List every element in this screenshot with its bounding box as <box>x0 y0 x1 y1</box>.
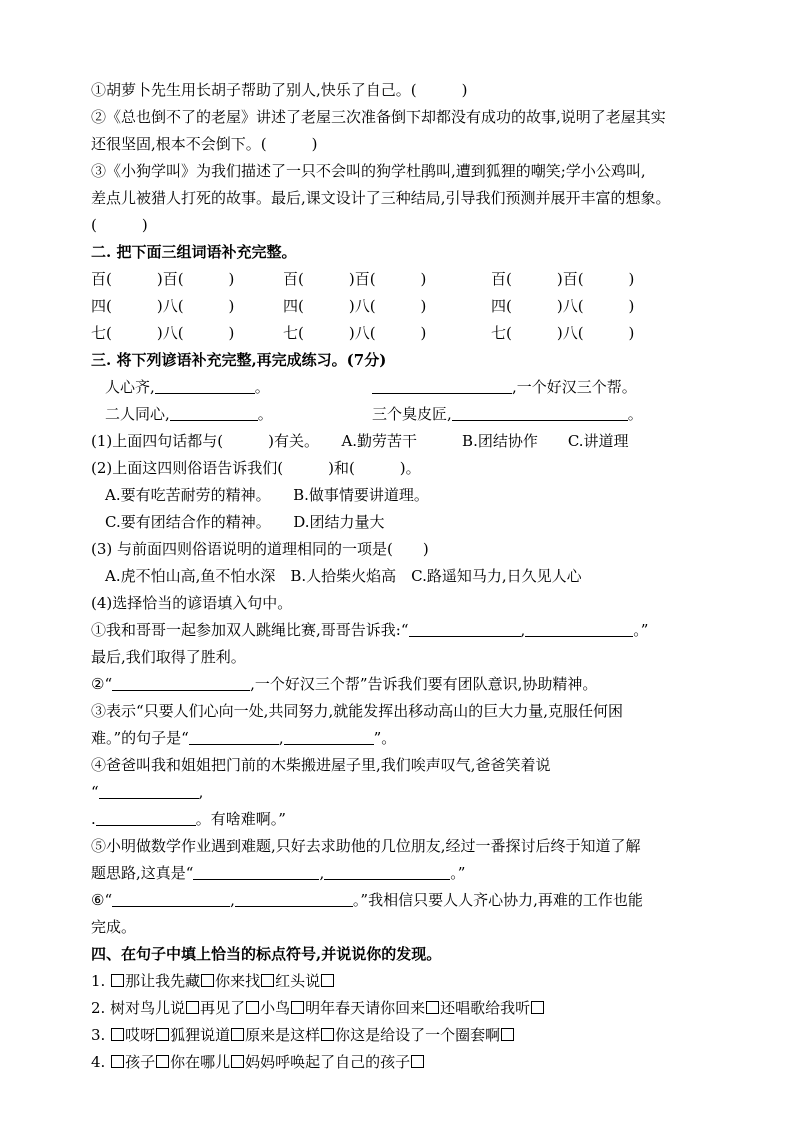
judge-item-2-line1: ②《总也倒不了的老屋》讲述了老屋三次准备倒下却都没有成功的故事,说明了老屋其实 <box>91 108 666 126</box>
judge-item-1: ①胡萝卜先生用长胡子帮助了别人,快乐了自己。( ) <box>91 81 468 99</box>
sentence-fragment: 原来是这样 <box>245 1026 321 1044</box>
practice-q3-options: A.虎不怕山高,鱼不怕水深 B.人拾柴火焰高 C.路遥知马力,日久见人心 <box>105 567 582 585</box>
practice-q2-options-ab: A.要有吃苦耐劳的精神。 B.做事情要讲道理。 <box>105 486 429 504</box>
practice-q2-options-cd: C.要有团结合作的精神。 D.团结力量大 <box>105 513 385 531</box>
word-fill-cell: 七( )八( ) <box>91 324 235 342</box>
punctuation-box[interactable] <box>156 1028 169 1041</box>
answer-blank[interactable] <box>189 729 279 745</box>
sentence-1-line1: ①我和哥哥一起参加双人跳绳比赛,哥哥告诉我:“ , 。” <box>91 621 649 639</box>
punctuation-box[interactable] <box>501 1028 514 1041</box>
sentence-4-line2: “ , <box>91 783 204 801</box>
punctuation-box[interactable] <box>111 974 124 987</box>
word-fill-cell: 四( )八( ) <box>283 297 427 315</box>
word-fill-cell: 百( )百( ) <box>91 270 235 288</box>
sentence-fragment: 你来找 <box>215 972 261 990</box>
word-fill-cell: 七( )八( ) <box>491 324 635 342</box>
punctuation-item <box>91 998 545 1018</box>
sentence-fragment: 妈妈呼唤起了自己的孩子 <box>245 1053 411 1071</box>
word-fill-cell: 四( )八( ) <box>91 297 235 315</box>
item-number: 2. <box>91 999 111 1017</box>
item-number: 1. <box>91 972 111 990</box>
section-3-title: 三. 将下列谚语补充完整,再完成练习。(7分) <box>91 351 387 369</box>
proverb-3: 二人同心, 。 <box>105 405 273 423</box>
practice-q4: (4)选择恰当的谚语填入句中。 <box>91 594 293 612</box>
sentence-fragment: 还唱歌给我听 <box>440 999 531 1017</box>
sentence-fragment: 哎呀 <box>125 1026 156 1044</box>
answer-blank[interactable] <box>112 891 230 907</box>
word-fill-cell: 百( )百( ) <box>283 270 427 288</box>
section-4-title: 四、在句子中填上恰当的标点符号,并说说你的发现。 <box>91 945 442 963</box>
punctuation-box[interactable] <box>246 1001 259 1014</box>
sentence-fragment: 红头说 <box>275 972 321 990</box>
proverb-2: ,一个好汉三个帮。 <box>372 377 637 397</box>
punctuation-box[interactable] <box>111 1055 124 1068</box>
answer-blank[interactable] <box>452 405 628 421</box>
sentence-fragment: 树对鸟儿说 <box>110 999 186 1017</box>
sentence-5-line1: ⑤小明做数学作业遇到难题,只好去求助他的几位朋友,经过一番探讨后终于知道了解 <box>91 837 641 855</box>
sentence-3-line1: ③表示“只要人们心向一处,共同努力,就能发挥出移动高山的巨大力量,克服任何困 <box>91 702 623 720</box>
punctuation-item <box>91 971 335 991</box>
punctuation-item <box>91 1025 515 1045</box>
sentence-fragment: 小鸟 <box>260 999 291 1017</box>
sentence-1-line2: 最后,我们取得了胜利。 <box>91 648 246 666</box>
answer-blank[interactable] <box>99 783 199 799</box>
sentence-6-line2: 完成。 <box>91 918 137 936</box>
item-number: 4. <box>91 1053 111 1071</box>
answer-blank[interactable] <box>284 729 374 745</box>
punctuation-item <box>91 1052 425 1072</box>
sentence-3-line2: 难。”的句子是“ , ”。 <box>91 729 397 747</box>
punctuation-box[interactable] <box>426 1001 439 1014</box>
punctuation-box[interactable] <box>156 1055 169 1068</box>
sentence-fragment: 你在哪儿 <box>170 1053 231 1071</box>
punctuation-box[interactable] <box>531 1001 544 1014</box>
sentence-fragment: 你这是给设了一个圈套啊 <box>335 1026 501 1044</box>
answer-blank[interactable] <box>235 891 353 907</box>
sentence-fragment: 再见了 <box>200 999 246 1017</box>
sentence-fragment: 狐狸说道 <box>170 1026 231 1044</box>
sentence-2: ②“ ,一个好汉三个帮”告诉我们要有团队意识,协助精神。 <box>91 675 598 693</box>
answer-blank[interactable] <box>372 378 512 394</box>
punctuation-box[interactable] <box>321 974 334 987</box>
sentence-6-line1: ⑥“ , 。”我相信只要人人齐心协力,再难的工作也能 <box>91 891 643 909</box>
punctuation-box[interactable] <box>231 1055 244 1068</box>
answer-blank[interactable] <box>170 405 258 421</box>
word-fill-cell: 四( )八( ) <box>491 297 635 315</box>
answer-blank[interactable] <box>409 621 521 637</box>
sentence-5-line2: 题思路,这真是“ , 。” <box>91 864 466 882</box>
punctuation-box[interactable] <box>321 1028 334 1041</box>
proverb-1: 人心齐, 。 <box>105 378 270 396</box>
sentence-4-line1: ④爸爸叫我和姐姐把门前的木柴搬进屋子里,我们唉声叹气,爸爸笑着说 <box>91 756 551 774</box>
punctuation-box[interactable] <box>111 1028 124 1041</box>
judge-item-2-line2: 还很坚固,根本不会倒下。( ) <box>91 135 318 153</box>
practice-q2: (2)上面这四则俗语告诉我们( )和( )。 <box>91 459 421 477</box>
sentence-fragment: 孩子 <box>125 1053 156 1071</box>
word-fill-cell: 七( )八( ) <box>283 324 427 342</box>
answer-blank[interactable] <box>193 864 319 880</box>
sentence-fragment: 那让我先藏 <box>125 972 201 990</box>
judge-item-3-line1: ③《小狗学叫》为我们描述了一只不会叫的狗学杜鹃叫,遭到狐狸的嘲笑;学小公鸡叫, <box>91 162 646 180</box>
punctuation-box[interactable] <box>411 1055 424 1068</box>
sentence-4-line3: . 。有啥难啊。” <box>91 810 286 828</box>
answer-blank[interactable] <box>96 810 196 826</box>
judge-item-3-line3: ( ) <box>91 216 148 234</box>
answer-blank[interactable] <box>525 621 633 637</box>
item-number: 3. <box>91 1026 111 1044</box>
answer-blank[interactable] <box>112 675 250 691</box>
practice-q1: (1)上面四句话都与( )有关。 A.勤劳苦干 B.团结协作 C.讲道理 <box>91 432 629 450</box>
proverb-4: 三个臭皮匠, 。 <box>372 405 643 423</box>
punctuation-box[interactable] <box>201 974 214 987</box>
punctuation-box[interactable] <box>291 1001 304 1014</box>
sentence-fragment: 明年春天请你回来 <box>305 999 426 1017</box>
judge-item-3-line2: 差点儿被猎人打死的故事。最后,课文设计了三种结局,引导我们预测并展开丰富的想象。 <box>91 189 671 207</box>
section-2-title: 二. 把下面三组词语补充完整。 <box>91 243 297 261</box>
punctuation-box[interactable] <box>231 1028 244 1041</box>
punctuation-box[interactable] <box>186 1001 199 1014</box>
practice-q3: (3) 与前面四则俗语说明的道理相同的一项是( ) <box>91 540 429 558</box>
answer-blank[interactable] <box>155 378 255 394</box>
word-fill-cell: 百( )百( ) <box>491 270 635 288</box>
answer-blank[interactable] <box>324 864 450 880</box>
punctuation-box[interactable] <box>261 974 274 987</box>
